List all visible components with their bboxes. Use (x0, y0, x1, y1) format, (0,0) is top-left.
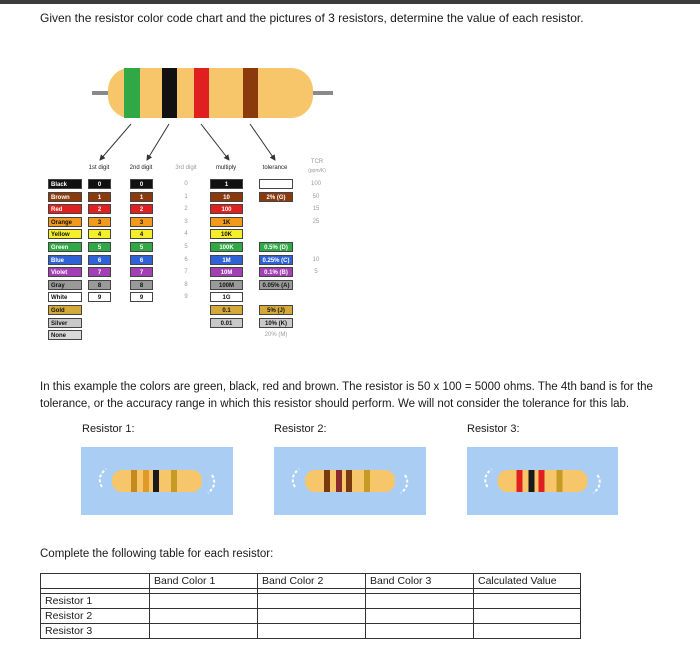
color-code-chart (48, 157, 340, 347)
tolerance-cell: 2% (G) (259, 192, 293, 202)
answer-table (40, 573, 581, 639)
resistor-band-icon (517, 470, 523, 492)
digit1-cell: 2 (88, 204, 111, 214)
header-multiply: multiply (215, 165, 237, 171)
color-name: Yellow (48, 229, 82, 239)
digit2-cell: 7 (130, 267, 153, 277)
tcr-cell: 5 (314, 269, 318, 276)
multiplier-cell: 1G (210, 292, 243, 302)
resistor-band-icon (153, 470, 159, 492)
resistor-band-icon (364, 470, 370, 492)
resistor-band-icon (143, 470, 149, 492)
digit1-cell: 8 (88, 280, 111, 290)
tcr-cell: 25 (312, 218, 320, 225)
multiplier-cell: 0.01 (210, 318, 243, 328)
digit3-cell: 8 (184, 281, 188, 288)
table-row (41, 594, 581, 609)
digit1-cell: 4 (88, 229, 111, 239)
color-name: Silver (48, 318, 82, 328)
tcr-cell: 100 (310, 181, 321, 187)
digit3-cell: 6 (184, 256, 188, 263)
multiplier-cell: 1 (210, 179, 243, 189)
chart-row-black (48, 179, 340, 189)
chart-row-red (48, 204, 340, 214)
color-name: Gold (48, 305, 82, 315)
color-name: White (48, 292, 82, 302)
color-name: Black (48, 179, 82, 189)
resistor-3-label: Resistor 3: (467, 423, 520, 435)
multiplier-cell: 1M (210, 255, 243, 265)
digit2-cell: 2 (130, 204, 153, 214)
answer-cell[interactable] (366, 594, 474, 609)
row-label-resistor-1: Resistor 1 (41, 594, 150, 609)
digit2-cell: 0 (130, 179, 153, 189)
color-name: Brown (48, 192, 82, 202)
answer-cell[interactable] (258, 624, 366, 639)
row-label-resistor-2: Resistor 2 (41, 609, 150, 624)
answer-cell[interactable] (474, 594, 581, 609)
header-cell (41, 574, 150, 589)
digit1-cell: 0 (88, 179, 111, 189)
chart-row-blue (48, 255, 340, 265)
chart-row-orange (48, 217, 340, 227)
multiplier-cell: 100M (210, 280, 243, 290)
digit3-cell: 7 (184, 269, 188, 276)
digit2-cell: 6 (130, 255, 153, 265)
digit3-cell: 4 (184, 231, 188, 238)
resistor-band-icon (539, 470, 545, 492)
answer-cell[interactable] (150, 624, 258, 639)
tcr-cell: 10 (312, 256, 320, 263)
header-band-color-1: Band Color 1 (150, 574, 258, 589)
chart-row-violet (48, 267, 340, 277)
tolerance-cell: 20% (M) (259, 330, 293, 340)
arrow-icon (100, 124, 131, 160)
header-band-color-2: Band Color 2 (258, 574, 366, 589)
resistor-band-icon (557, 470, 563, 492)
band-green-icon (124, 68, 140, 118)
resistor-band-icon (346, 470, 352, 492)
tolerance-cell: 5% (J) (259, 305, 293, 315)
answer-cell[interactable] (150, 609, 258, 624)
digit1-cell: 6 (88, 255, 111, 265)
resistor-band-icon (131, 470, 137, 492)
question-text: Given the resistor color code chart and the pictures of 3 resistors, determine the value of each resistor. (40, 11, 584, 25)
answer-cell[interactable] (150, 594, 258, 609)
color-name: Violet (48, 267, 82, 277)
resistor-1-label: Resistor 1: (82, 423, 135, 435)
digit3-cell: 9 (184, 294, 188, 301)
digit1-cell: 9 (88, 292, 111, 302)
color-name: Blue (48, 255, 82, 265)
header-calculated-value: Calculated Value (474, 574, 581, 589)
header-band-color-3: Band Color 3 (366, 574, 474, 589)
header-digit1: 1st digit (88, 165, 110, 171)
resistor-band-icon (324, 470, 330, 492)
multiplier-cell: 10 (210, 192, 243, 202)
resistor-band-icon (336, 470, 342, 492)
chart-row-yellow (48, 229, 340, 239)
table-header-row (41, 574, 581, 589)
answer-cell[interactable] (474, 609, 581, 624)
tcr-cell: 50 (312, 193, 320, 200)
multiplier-cell: 1K (210, 217, 243, 227)
color-name: Red (48, 204, 82, 214)
tcr-cell: 15 (312, 206, 320, 213)
band-black-icon (162, 68, 177, 118)
resistor-1-photo (81, 447, 233, 515)
color-name: None (48, 330, 82, 340)
paragraph-text: In this example the colors are green, black, red and brown. The resistor is 50 x 100 = 5000 ohms. The 4th band is for the tolerance, or the accuracy range in which this resistor should perform. We will not consider the tolerance for this lab. (40, 381, 653, 410)
resistor-3-photo (467, 447, 618, 515)
tolerance-cell: 1% (F) (259, 179, 293, 189)
digit1-cell: 7 (88, 267, 111, 277)
resistor-2-label: Resistor 2: (274, 423, 327, 435)
header-digit3: 3rd digit (175, 165, 197, 171)
row-label-resistor-3: Resistor 3 (41, 624, 150, 639)
arrow-icon (250, 124, 275, 160)
chart-row-green (48, 242, 340, 252)
chart-row-brown (48, 192, 340, 202)
chart-row-gold (48, 305, 340, 315)
tolerance-cell: 10% (K) (259, 318, 293, 328)
multiplier-cell: 100K (210, 242, 243, 252)
header-tcr-unit: (ppm/K) (308, 168, 326, 174)
color-name: Orange (48, 217, 82, 227)
arrow-icon (201, 124, 229, 160)
digit1-cell: 5 (88, 242, 111, 252)
band-brown-icon (243, 68, 258, 118)
multiplier-cell: 0.1 (210, 305, 243, 315)
resistor-2-photo (274, 447, 426, 515)
header-tcr: TCR (310, 159, 324, 165)
table-row (41, 609, 581, 624)
digit1-cell: 3 (88, 217, 111, 227)
table-row (41, 624, 581, 639)
color-name: Green (48, 242, 82, 252)
digit2-cell: 4 (130, 229, 153, 239)
resistor-band-icon (171, 470, 177, 492)
header-digit2: 2nd digit (129, 165, 153, 171)
digit3-cell: 1 (184, 193, 188, 200)
digit2-cell: 1 (130, 192, 153, 202)
chart-row-silver (48, 318, 340, 328)
answer-cell[interactable] (366, 609, 474, 624)
digit3-cell: 0 (184, 181, 188, 187)
tolerance-cell: 0.25% (C) (259, 255, 293, 265)
digit2-cell: 3 (130, 217, 153, 227)
digit3-cell: 5 (184, 244, 188, 250)
multiplier-cell: 10M (210, 267, 243, 277)
chart-row-gray (48, 280, 340, 290)
digit3-cell: 3 (184, 218, 188, 225)
table-instruction: Complete the following table for each resistor: (40, 548, 274, 560)
explanation-paragraph (40, 379, 670, 413)
digit2-cell: 8 (130, 280, 153, 290)
multiplier-cell: 100 (210, 204, 243, 214)
tolerance-cell: 0.1% (B) (259, 267, 293, 277)
digit3-cell: 2 (184, 206, 188, 213)
band-red-icon (194, 68, 209, 118)
arrow-icon (147, 124, 169, 160)
resistor-band-icon (529, 470, 535, 492)
answer-cell[interactable] (474, 624, 581, 639)
digit1-cell: 1 (88, 192, 111, 202)
tolerance-cell: 0.5% (D) (259, 242, 293, 252)
chart-row-none (48, 330, 340, 340)
color-name: Gray (48, 280, 82, 290)
answer-cell[interactable] (258, 609, 366, 624)
answer-cell[interactable] (258, 594, 366, 609)
chart-row-white (48, 292, 340, 302)
header-tolerance: tolerance (262, 165, 288, 171)
digit2-cell: 9 (130, 292, 153, 302)
answer-cell[interactable] (366, 624, 474, 639)
tolerance-cell: 0.05% (A) (259, 280, 293, 290)
multiplier-cell: 10K (210, 229, 243, 239)
digit2-cell: 5 (130, 242, 153, 252)
